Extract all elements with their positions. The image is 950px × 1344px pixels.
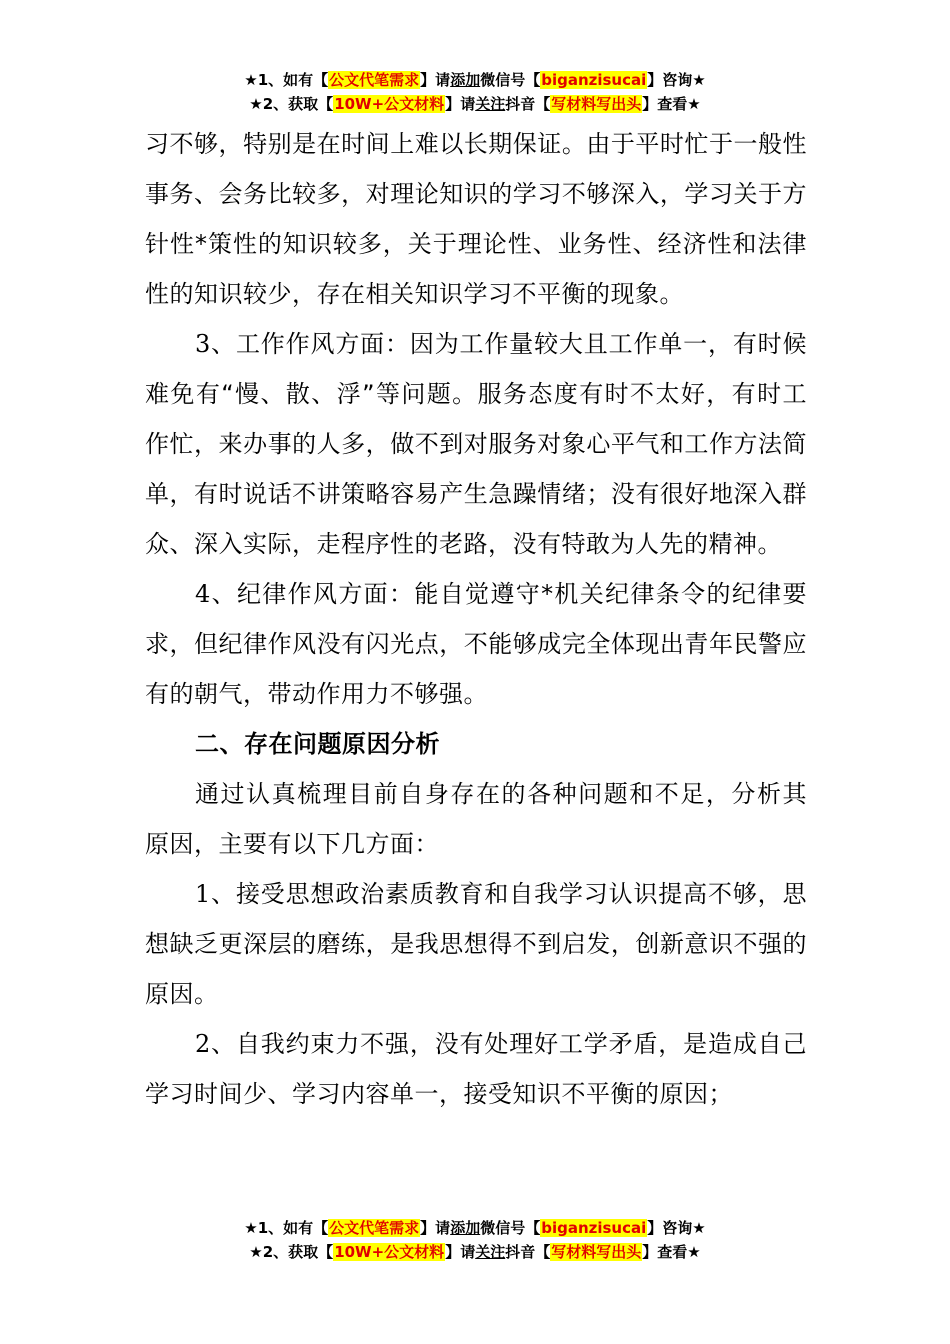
item-number: 4 (195, 580, 211, 608)
paragraph-text: 、接受思想政治素质教育和自我学习认识提高不够，思想缺乏更深层的磨练，是我思想得不到启发，创新意识不强的原因。 (145, 880, 807, 1008)
footer-banner (0, 1216, 950, 1264)
banner-line-2 (0, 1240, 950, 1264)
banner-underline: 添加 (450, 71, 481, 89)
banner-text: 】请 (445, 95, 476, 113)
item-number: 3 (195, 330, 211, 358)
paragraph-reason-1 (145, 869, 807, 1019)
banner-underline: 关注 (475, 1243, 506, 1261)
section-heading: 二、存在问题原因分析 (195, 730, 440, 758)
banner-highlight: 写材料写出头 (551, 95, 642, 113)
item-number: 1 (195, 880, 211, 908)
item-number: 2 (195, 1030, 211, 1058)
banner-text: 】查看★ (642, 1243, 701, 1261)
banner-highlight: 写材料写出头 (551, 1243, 642, 1261)
banner-text: ★1、如有【 (244, 71, 329, 89)
paragraph-text: 、工作作风方面：因为工作量较大且工作单一，有时候难免有“慢、散、浮”等问题。服务态度有时不太好，有时工作忙，来办事的人多，做不到对服务对象心平气和工作方法简单，有时说话不讲策略容易产生急躁情绪；没有很好地深入群众、深入实际，走程序性的老路，没有特敢为人先的精神。 (145, 330, 807, 558)
banner-underline: 关注 (475, 95, 506, 113)
paragraph-reason-2 (145, 1019, 807, 1119)
banner-line-1 (0, 1216, 950, 1240)
header-banner (0, 68, 950, 116)
paragraph-text: 、自我约束力不强，没有处理好工学矛盾，是造成自己学习时间少、学习内容单一，接受知识不平衡的原因； (145, 1030, 807, 1108)
paragraph-text: 、纪律作风方面：能自觉遵守*机关纪律条令的纪律要求，但纪律作风没有闪光点，不能够成完全体现出青年民警应有的朝气，带动作用力不够强。 (145, 580, 807, 708)
paragraph-continued: 习不够，特别是在时间上难以长期保证。由于平时忙于一般性事务、会务比较多，对理论知识的学习不够深入，学习关于方针性*策性的知识较多，关于理论性、业务性、经济性和法律性的知识较少，存在相关知识学习不平衡的现象。 (145, 130, 807, 308)
banner-text: 】请 (420, 1219, 451, 1237)
banner-text: 微信号【 (480, 1219, 541, 1237)
banner-underline: 添加 (450, 1219, 481, 1237)
banner-text: 微信号【 (480, 71, 541, 89)
banner-text: 】请 (445, 1243, 476, 1261)
banner-text: 】请 (420, 71, 451, 89)
banner-text: ★2、获取【 (249, 95, 334, 113)
banner-highlight: 公文代笔需求 (329, 1219, 420, 1237)
banner-text: 】咨询★ (647, 71, 706, 89)
banner-text: 抖音【 (505, 95, 551, 113)
paragraph-discipline (145, 569, 807, 719)
banner-highlight: 10W+公文材料 (334, 95, 445, 113)
banner-line-1 (0, 68, 950, 92)
banner-text: ★1、如有【 (244, 1219, 329, 1237)
banner-text: ★2、获取【 (249, 1243, 334, 1261)
document-body (145, 119, 807, 1119)
banner-highlight: 公文代笔需求 (329, 71, 420, 89)
banner-text: 】咨询★ (647, 1219, 706, 1237)
paragraph-work-style (145, 319, 807, 569)
banner-highlight: biganzisucai (541, 71, 647, 89)
banner-text: 抖音【 (505, 1243, 551, 1261)
banner-highlight: biganzisucai (541, 1219, 647, 1237)
paragraph-intro: 通过认真梳理目前自身存在的各种问题和不足，分析其原因，主要有以下几方面： (145, 780, 807, 858)
banner-highlight: 10W+公文材料 (334, 1243, 445, 1261)
banner-line-2 (0, 92, 950, 116)
banner-text: 】查看★ (642, 95, 701, 113)
